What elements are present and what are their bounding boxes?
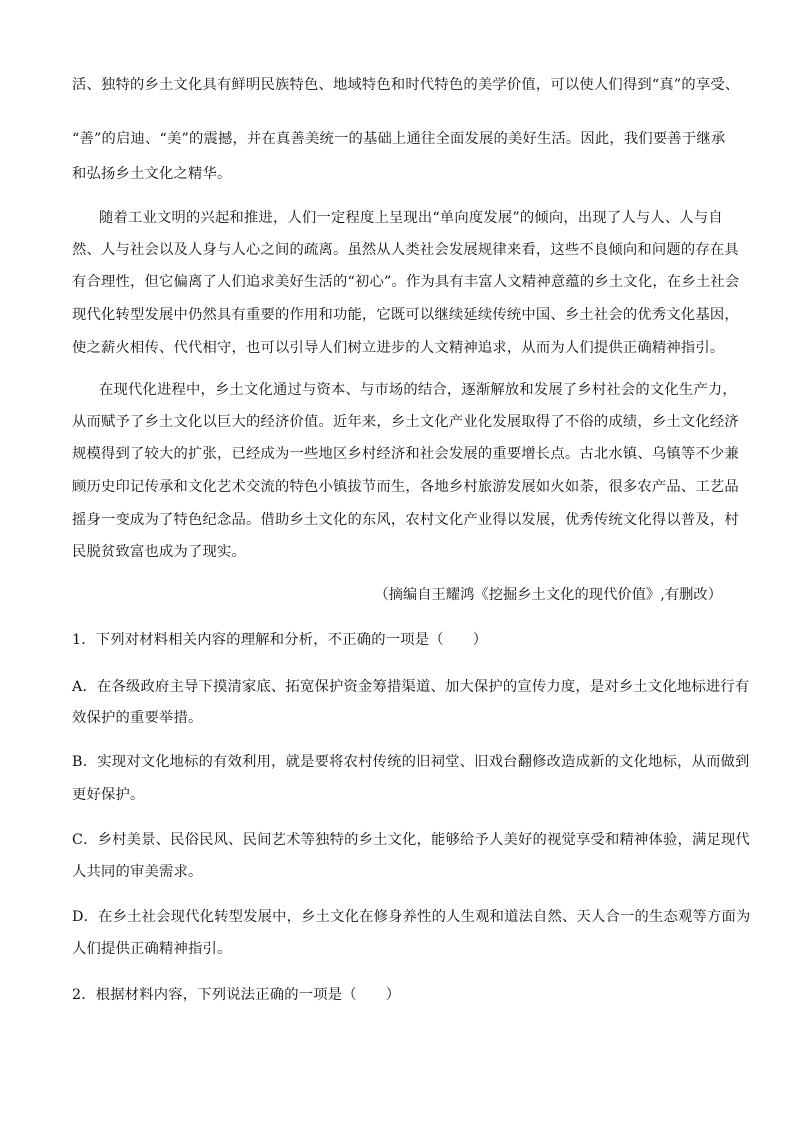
option-1a-line-2: 效保护的重要举措。 (72, 710, 203, 726)
paragraph-3-line-5: 摇身一变成为了特色纪念品。借助乡土文化的东风，农村文化产业得以发展，优秀传统文化得以普及，村 (72, 512, 739, 528)
paragraph-2-line-3: 有合理性，但它偏离了人们追求美好生活的“初心”。作为具有丰富人文精神意蕴的乡土文化，在乡土社会 (72, 274, 740, 290)
option-1b-line-1: B．实现对文化地标的有效利用，就是要将农村传统的旧祠堂、旧戏台翻修改造成新的文化地标，从而做到 (72, 754, 750, 770)
option-1c-line-1: C．乡村美景、民俗民风、民间艺术等独特的乡土文化，能够给予人美好的视觉享受和精神体验，满足现代 (72, 832, 750, 848)
paragraph-3-line-4: 顾历史印记传承和文化艺术交流的特色小镇拔节而生，各地乡村旅游发展如火如荼，很多农产品、工艺品 (72, 479, 739, 495)
paragraph-2-line-1: 随着工业文明的兴起和推进，人们一定程度上呈现出“单向度发展”的倾向，出现了人与人、人与自 (99, 210, 723, 226)
paragraph-3-line-1: 在现代化进程中，乡土文化通过与资本、与市场的结合，逐渐解放和发展了乡村社会的文化生产力， (99, 382, 737, 398)
paragraph-2-line-5: 使之薪火相传、代代相守，也可以引导人们树立进步的人文精神追求，从而为人们提供正确精神指引。 (72, 340, 725, 356)
question-2-stem: 2．根据材料内容，下列说法正确的一项是（ ） (72, 987, 401, 1003)
question-1-stem: 1．下列对材料相关内容的理解和分析，不正确的一项是（ ） (72, 632, 488, 648)
paragraph-3-line-2: 从而赋予了乡土文化以巨大的经济价值。近年来，乡土文化产业化发展取得了不俗的成绩，乡土文化经济 (72, 414, 739, 430)
paragraph-1-line-3: 和弘扬乡土文化之精华。 (72, 166, 232, 182)
option-1c-line-2: 人共同的审美需求。 (72, 864, 203, 880)
paragraph-2-line-4: 现代化转型发展中仍然具有重要的作用和功能，它既可以继续延续传统中国、乡土社会的优秀文化基因， (72, 307, 739, 323)
paragraph-3-line-3: 规模得到了较大的扩张，已经成为一些地区乡村经济和社会发展的重要增长点。古北水镇、乌镇等不少兼 (72, 446, 739, 462)
paragraph-1-line-1: 活、独特的乡土文化具有鲜明民族特色、地域特色和时代特色的美学价值，可以使人们得到“真”的享受、 (72, 77, 740, 93)
paragraph-2-line-2: 然、人与社会以及人身与人心之间的疏离。虽然从人类社会发展规律来看，这些不良倾向和问题的存在具 (72, 242, 739, 258)
option-1a-line-1: A．在各级政府主导下摸清家底、拓宽保护资金筹措渠道、加大保护的宣传力度，是对乡土文化地标进行有 (72, 679, 750, 695)
option-1d-line-2: 人们提供正确精神指引。 (72, 941, 232, 957)
paragraph-3-line-6: 民脱贫致富也成为了现实。 (72, 544, 246, 560)
option-1b-line-2: 更好保护。 (72, 787, 145, 803)
source-citation: （摘编自王耀鸿《挖掘乡土文化的现代价值》,有删改） (374, 587, 722, 603)
option-1d-line-1: D．在乡土社会现代化转型发展中，乡土文化在修身养性的人生观和道法自然、天人合一的生态观等方面为 (72, 909, 751, 925)
paragraph-1-line-2: “善”的启迪、“美”的震撼，并在真善美统一的基础上通往全面发展的美好生活。因此，我们要善于继承 (72, 131, 726, 147)
